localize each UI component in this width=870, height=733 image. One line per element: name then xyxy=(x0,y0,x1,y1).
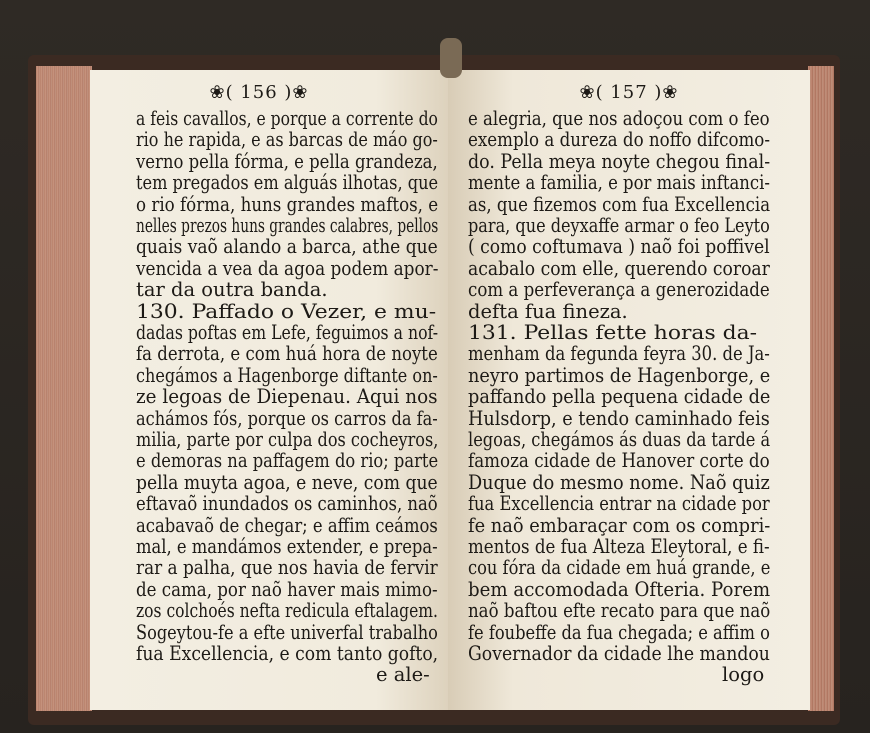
text-line: as, que fizemos com fua Excellencia xyxy=(468,192,771,216)
text-line: vencida a vea da agoa podem apor- xyxy=(136,256,439,280)
text-line: mal, e mandámos extender, e prepa- xyxy=(136,535,438,558)
text-line: fe foubeffe da fua chegada; e affim o xyxy=(468,620,770,644)
text-line: fua Excellencia entrar na cidade por xyxy=(468,492,770,516)
text-line: tar da outra banda. xyxy=(136,278,328,302)
text-line: fa derrota, e com huá hora de noyte xyxy=(136,342,438,366)
text-line: ( como coftumava ) naõ foi poffivel xyxy=(468,235,770,259)
text-line: neyro partimos de Hagenborge, e xyxy=(468,363,771,387)
text-line: Sogeytou-fe a efte univerfal trabalho xyxy=(136,620,438,644)
text-line: mentos de fua Alteza Eleytoral, e fi- xyxy=(468,535,770,558)
text-line: paffando pella pequena cidade de xyxy=(468,385,771,409)
text-line: o rio fórma, huns grandes maftos, e xyxy=(136,192,439,216)
text-line: cou fóra da cidade em huá grande, e xyxy=(468,556,771,580)
text-line: bem accomodada Ofteria. Porem xyxy=(468,577,771,601)
text-line: mente a familia, e por mais inftanci- xyxy=(468,171,770,195)
text-line: zos colchoés nefta redicula eftalagem. xyxy=(136,599,438,623)
text-line: a feis cavallos, e porque a corrente do xyxy=(136,107,438,130)
text-line: defta fua fineza. xyxy=(468,299,628,323)
text-line: achámos fós, porque os carros da fa- xyxy=(136,406,438,430)
text-line: 130. Paffado o Vezer, e mu- xyxy=(136,299,437,323)
text-line: acabavaõ de chegar; e affim ceámos xyxy=(136,513,438,537)
text-line: legoas, chegámos ás duas da tarde á xyxy=(468,428,771,451)
left-page xyxy=(90,70,448,710)
right-page-edges xyxy=(808,66,834,711)
text-line: e ale- xyxy=(376,663,430,687)
text-line: e alegria, que nos adoçou com o feo xyxy=(468,107,770,130)
text-line: dadas poftas em Lefe, feguimos a nof- xyxy=(136,321,439,344)
text-line: Duque do mesmo nome. Naõ quiz xyxy=(468,470,770,494)
text-line: chegámos a Hagenborge diftante on- xyxy=(136,363,438,387)
right-page-header: ❀( 157 )❀ xyxy=(579,82,679,103)
text-line: rar a palha, que nos havia de fervir xyxy=(136,556,438,580)
text-line: fe naõ embaraçar com os compri- xyxy=(468,513,771,537)
left-page-header: ❀( 156 )❀ xyxy=(209,82,309,103)
text-line: de cama, por naõ haver mais mimo- xyxy=(136,577,438,601)
text-line: ze legoas de Diepenau. Aqui nos xyxy=(136,385,438,409)
text-line: e demoras na paffagem do rio; parte xyxy=(136,449,439,473)
text-line: nelles prezos huns grandes calabres, pellos xyxy=(136,214,439,237)
text-line: famoza cidade de Hanover corte do xyxy=(468,449,770,473)
text-line: naõ baftou efte recato para que naõ xyxy=(468,599,771,623)
text-line: fua Excellencia, e com tanto gofto, xyxy=(136,642,439,665)
text-line: com a perfeverança a generozidade xyxy=(468,278,770,302)
text-line: pella muyta agoa, e neve, com que xyxy=(136,470,438,494)
text-line: Governador da cidade lhe mandou xyxy=(468,642,770,665)
text-line: quais vaõ alando a barca, athe que xyxy=(136,235,438,259)
text-line: tem pregados em alguás ilhotas, que xyxy=(136,171,439,195)
book-spine-binding xyxy=(440,38,462,78)
text-line: exemplo a dureza do noffo difcomo- xyxy=(468,128,770,152)
text-line: logo xyxy=(722,663,765,687)
text-line: Hulsdorp, e tendo caminhado feis xyxy=(468,406,770,430)
text-line: do. Pella meya noyte chegou final- xyxy=(468,149,771,173)
text-line: 131. Pellas fette horas da- xyxy=(468,321,757,344)
text-line: acabalo com elle, querendo coroar xyxy=(468,256,770,280)
text-line: para, que deyxaffe armar o feo Leyto xyxy=(468,214,770,237)
text-line: verno pella fórma, e pella grandeza, xyxy=(136,149,438,173)
text-line: rio he rapida, e as barcas de máo go- xyxy=(136,128,438,152)
text-line: milia, parte por culpa dos cocheyros, xyxy=(136,428,439,451)
text-line: eftavaõ inundados os caminhos, naõ xyxy=(136,492,438,516)
right-page xyxy=(448,70,810,710)
text-line: menham da fegunda feyra 30. de Ja- xyxy=(468,342,770,366)
left-page-edges xyxy=(36,66,92,711)
